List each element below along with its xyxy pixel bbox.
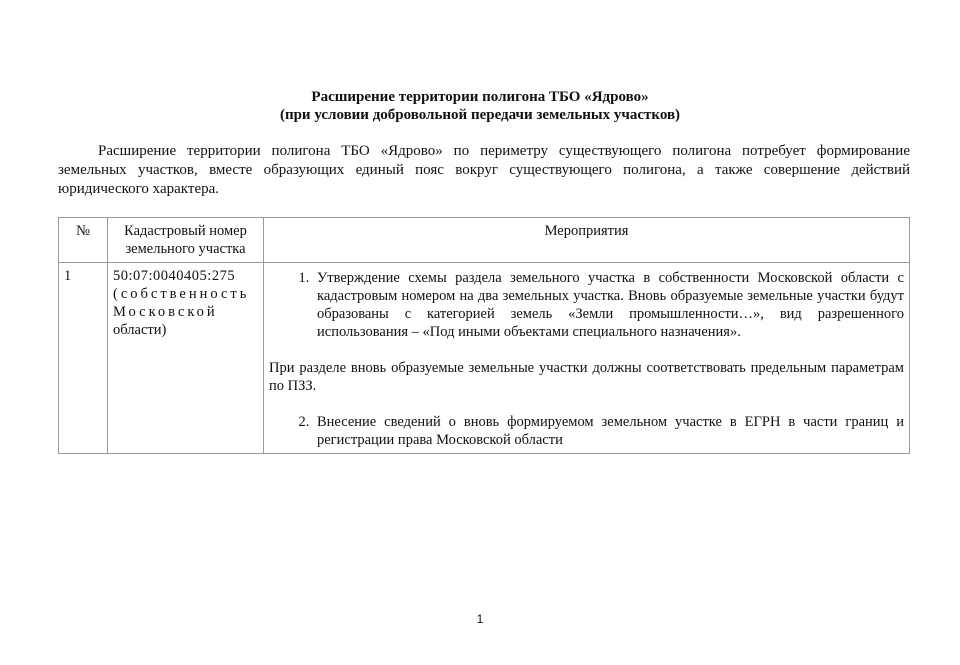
header-cadastral-number: Кадастровый номер земельного участка [108, 218, 264, 263]
measure-item-2: 2. Внесение сведений о вновь формируемом земельном участке в ЕГРН в части границ и регистрации права Московской области [313, 413, 904, 449]
intro-paragraph: Расширение территории полигона ТБО «Ядрово» по периметру существующего полигона потребует формирование земельных участков, вместе образующих единый пояс вокруг существующего полигона, а также совершение действий юридического характера. [58, 143, 910, 197]
title-line-1: Расширение территории полигона ТБО «Ядрово» [311, 89, 649, 105]
table-header-row [59, 218, 910, 263]
measures-table [58, 217, 910, 454]
measures-cell [264, 263, 910, 454]
title-line-2: (при условии добровольной передачи земельных участков) [279, 107, 681, 123]
measure-item-1: 1. Утверждение схемы раздела земельного участка в собственности Московской области с кадастровым номером на два земельных участка. Вновь образуемые земельные участки будут образованы с категорией земель «Земли промышленности…», вид разрешенного использования – «Под иными объектами специального назначения». [313, 269, 904, 341]
cadastral-cell [108, 263, 264, 454]
measures-note: При разделе вновь образуемые земельные участки должны соответствовать предельным параметрам по ПЗЗ. [269, 360, 904, 394]
header-measures: Мероприятия [264, 218, 910, 263]
measures-list-2 [269, 413, 904, 449]
cadastral-ownership-tail: области) [113, 322, 167, 338]
header-number: № [59, 218, 108, 263]
measures-list-1 [269, 269, 904, 341]
cadastral-ownership: (собственность Московской [113, 286, 250, 320]
row-number: 1 [59, 263, 108, 454]
table-row [59, 263, 910, 454]
document-title [0, 88, 960, 124]
page-number: 1 [476, 612, 484, 626]
cadastral-number: 50:07:0040405:275 [113, 268, 236, 284]
